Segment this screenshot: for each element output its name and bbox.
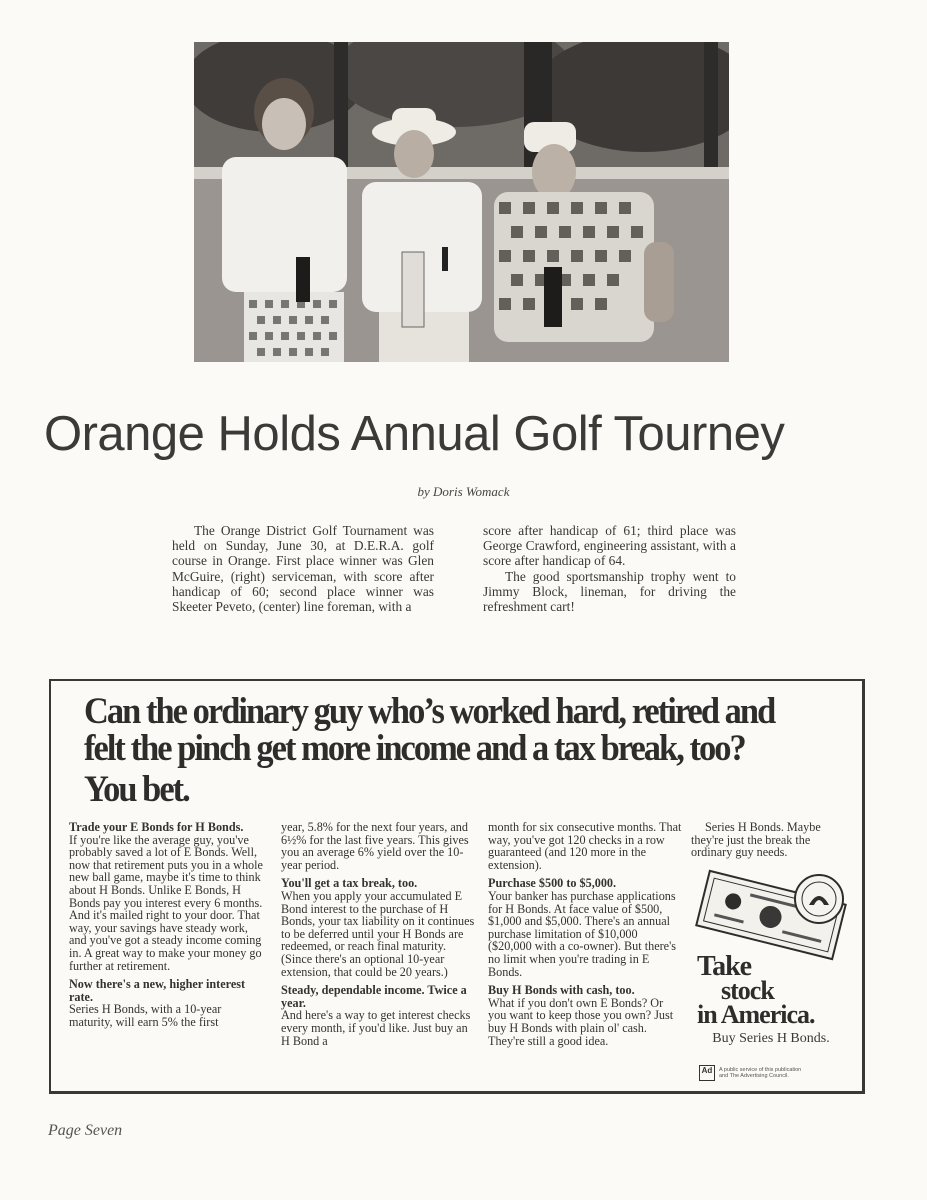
article-column-2 bbox=[483, 523, 736, 614]
article-headline: Orange Holds Annual Golf Tourney bbox=[44, 407, 785, 461]
savings-bond-advertisement bbox=[49, 679, 865, 1094]
ad-section-title: Trade your E Bonds for H Bonds. bbox=[69, 820, 244, 834]
article-paragraph: The Orange District Golf Tournament was held on Sunday, June 30, at D.E.R.A. golf course in Orange. First place winner was Glen McGuire, (right) serviceman, with score after handicap of 60; second place winner was Skeeter Peveto, (center) line foreman, with a bbox=[172, 523, 434, 615]
ad-council-credit bbox=[691, 1065, 851, 1081]
ad-call-to-action: Buy Series H Bonds. bbox=[712, 1030, 830, 1046]
ad-section-title: You'll get a tax break, too. bbox=[281, 876, 418, 891]
ad-section bbox=[281, 821, 477, 871]
ad-column-2 bbox=[281, 821, 477, 1053]
ad-section-body: year, 5.8% for the next four years, and 6½% for the last five years. This gives you an average 6% yield over the 10-year period. bbox=[281, 820, 469, 872]
ad-council-text bbox=[719, 1067, 801, 1080]
golfers-photo bbox=[194, 42, 729, 362]
ad-section bbox=[281, 984, 477, 1047]
article-byline: by Doris Womack bbox=[417, 484, 510, 499]
ad-section bbox=[69, 978, 265, 1028]
ad-council-text-line: A public service of this publication bbox=[719, 1066, 802, 1073]
page-number: Page Seven bbox=[48, 1122, 123, 1139]
ad-section bbox=[488, 821, 684, 871]
ad-headline-line: felt the pinch get more income and a tax break, too? bbox=[84, 728, 745, 769]
article-paragraph: The good sportsmanship trophy went to Jimmy Block, lineman, for driving the refreshment cart! bbox=[483, 568, 736, 615]
ad-column-3 bbox=[488, 821, 684, 1053]
ad-section bbox=[281, 877, 477, 978]
ad-column-4 bbox=[691, 821, 851, 1081]
ad-section-body: month for six consecutive months. That way, you've got 120 checks in a row guaranteed (and 120 more in the extension). bbox=[488, 820, 682, 872]
ad-section-body: When you apply your accumulated E Bond interest to the purchase of H Bonds, your tax liability on it continues to be deferred until your H Bonds are redeemed, or reach final maturity. (Since there's an optional 10-year extension, that could be 20 years.) bbox=[281, 888, 475, 979]
ad-closing-text: Series H Bonds. Maybe they're just the break the ordinary guy needs. bbox=[691, 820, 821, 860]
ad-section-title: Steady, dependable income. Twice a year. bbox=[281, 983, 467, 1010]
ad-section-body: Series H Bonds, with a 10-year maturity, will earn 5% the first bbox=[69, 1002, 222, 1029]
slogan-line: stock bbox=[721, 975, 774, 1005]
slogan-line: Take bbox=[697, 950, 752, 982]
ad-section bbox=[488, 877, 684, 978]
ad-council-text-line: and The Advertising Council. bbox=[719, 1073, 789, 1080]
ad-council-logo-icon bbox=[699, 1065, 715, 1081]
article-paragraph: score after handicap of 61; third place was George Crawford, engineering assistant, with a score after handicap of 64. bbox=[483, 523, 736, 569]
article-column-1 bbox=[172, 523, 434, 614]
take-stock-slogan bbox=[691, 950, 851, 1029]
slogan-line: in America. bbox=[697, 999, 815, 1029]
ad-headline-line: Can the ordinary guy who’s worked hard, retired and bbox=[84, 691, 775, 732]
ad-section-title: Now there's a new, higher interest rate. bbox=[69, 977, 246, 1004]
photo-illustration bbox=[194, 42, 729, 362]
ad-section bbox=[488, 984, 684, 1047]
savings-bond-illustration-icon bbox=[691, 869, 851, 961]
ad-section-body: What if you don't own E Bonds? Or you want to keep those you own? Just buy H Bonds with plain ol' cash. They're still a good idea. bbox=[488, 995, 674, 1048]
ad-section-title: Buy H Bonds with cash, too. bbox=[488, 983, 635, 998]
ad-council-logo-text: Ad bbox=[701, 1066, 713, 1076]
ad-column-1 bbox=[69, 821, 265, 1035]
ad-section-title: Purchase $500 to $5,000. bbox=[488, 876, 617, 891]
ad-section bbox=[69, 821, 265, 972]
ad-section-body: And here's a way to get interest checks every month, if you'd like. Just buy an H Bond a bbox=[281, 1008, 471, 1048]
ad-headline bbox=[84, 693, 809, 808]
ad-headline-line: You bet. bbox=[84, 769, 189, 810]
ad-section-body: Your banker has purchase applications for H Bonds. At face value of $500, $1,000 and $5,000. There's an annual purchase limitation of $10,000 ($20,000 with a co-owner). But there's no limit when you're trading in E Bonds. bbox=[488, 888, 677, 979]
ad-section-body: If you're like the average guy, you've probably saved a lot of E Bonds. Well, now that retirement puts you in a whole new ball game, maybe it's time to think about H Bonds. Unlike E Bonds, H Bonds pay you interest every 6 months. And it's mailed right to your door. That way, your savings have steady work, and you've got a steady income coming in. A great way to make your money go further at retirement. bbox=[69, 832, 263, 973]
